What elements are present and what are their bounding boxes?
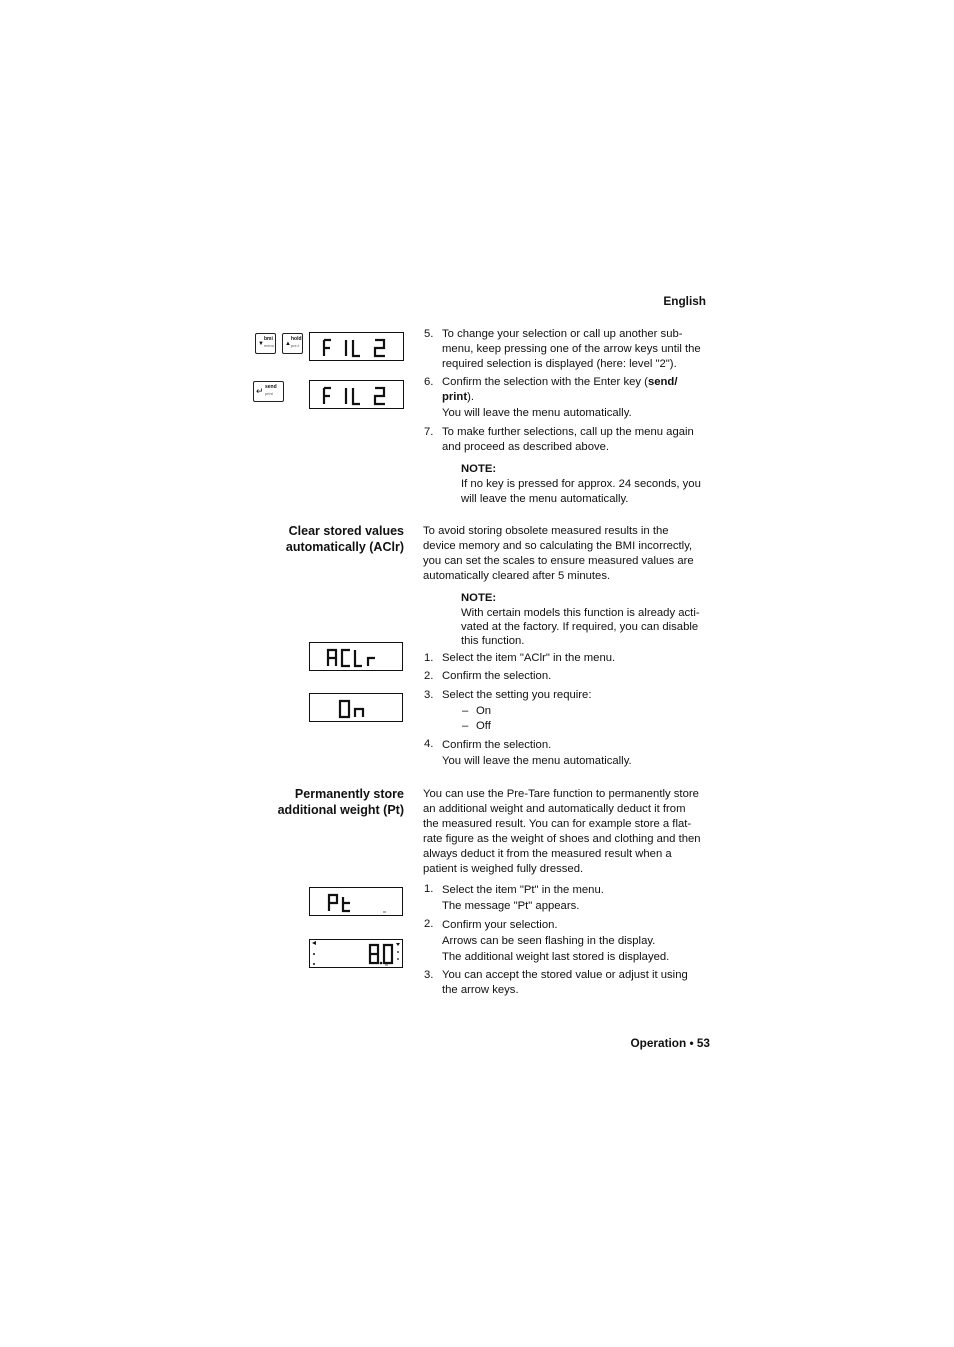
line: this function. <box>461 635 525 647</box>
line: Arrows can be seen flashing in the display. <box>442 935 656 947</box>
aclr-step-1: Select the item "AClr" in the menu. <box>442 652 616 664</box>
pt-step-1 <box>442 882 722 914</box>
line: required selection is displayed (here: level "2"). <box>442 358 677 370</box>
step-number: 2. <box>424 918 434 930</box>
step-number: 5. <box>424 328 434 340</box>
line: and proceed as described above. <box>442 441 610 453</box>
line: always deduct it from the measured result when a <box>423 848 672 860</box>
line: Select the item "Pt" in the menu. <box>442 884 604 896</box>
line: If no key is pressed for approx. 24 seconds, you <box>461 478 701 490</box>
line <box>442 375 722 390</box>
line: You will leave the menu automatically. <box>442 407 632 419</box>
line: the measured result. You can for example store a flat- <box>423 818 692 830</box>
step-number: 4. <box>424 738 434 750</box>
lcd-fil2-segments-icon <box>310 381 405 410</box>
step-6-text <box>442 375 722 421</box>
text: Confirm the selection with the Enter key ( <box>442 376 648 388</box>
line: You can use the Pre-Tare function to permanently store <box>423 788 699 800</box>
note-title: NOTE: <box>461 463 497 475</box>
line: vated at the factory. If required, you can disable <box>461 621 699 633</box>
line: menu, keep pressing one of the arrow keys until the <box>442 343 701 355</box>
aclr-body <box>423 524 718 584</box>
lcd-pt-segments-icon <box>310 888 404 917</box>
line: Confirm the selection. <box>442 739 552 751</box>
lcd-aclr-segments-icon <box>310 643 404 672</box>
lcd-weight-segments-icon <box>310 940 404 969</box>
key-label-top: hold <box>291 336 302 342</box>
aclr-step-2: Confirm the selection. <box>442 670 552 682</box>
pt-step-2 <box>442 917 722 965</box>
line: the arrow keys. <box>442 984 519 996</box>
up-arrow-key-icon <box>282 333 303 354</box>
note-aclr-factory <box>461 591 721 648</box>
aclr-step-3: Select the setting you require: <box>442 689 592 701</box>
line: device memory and so calculating the BMI incorrectly, <box>423 540 693 552</box>
line: automatically cleared after 5 minutes. <box>423 570 611 582</box>
lcd-fil2-segments-icon <box>310 333 405 362</box>
step-number: 2. <box>424 670 434 682</box>
pt-step-3 <box>442 968 722 998</box>
line: The additional weight last stored is displayed. <box>442 951 670 963</box>
lcd-display-fil2-confirmed <box>309 380 404 409</box>
up-arrow-glyph: ▲ <box>285 341 291 347</box>
enter-key-icon <box>253 381 284 402</box>
key-name: send/ <box>647 376 678 388</box>
page-language: English <box>663 294 706 308</box>
option-dash: – <box>462 705 469 717</box>
step-number: 1. <box>424 883 434 895</box>
enter-arrow-glyph: ↵ <box>256 386 264 396</box>
line: patient is weighed fully dressed. <box>423 863 584 875</box>
option-off: Off <box>476 720 491 732</box>
line: To change your selection or call up another sub- <box>442 328 683 340</box>
lcd-display-aclr <box>309 642 403 671</box>
lcd-display-weight <box>309 939 403 968</box>
pt-body <box>423 787 718 877</box>
key-label-bottom: menu <box>264 343 275 348</box>
note-menu-timeout <box>461 462 721 507</box>
lcd-on-segments-icon <box>310 694 404 723</box>
step-number: 6. <box>424 376 434 388</box>
down-arrow-glyph: ▼ <box>258 341 264 347</box>
key-name: print <box>442 391 468 403</box>
heading-line: Permanently store <box>294 787 404 801</box>
section-heading-aclr <box>204 523 404 555</box>
lcd-display-on <box>309 693 403 722</box>
line <box>442 390 722 405</box>
key-label-bottom: pre-t <box>291 343 300 348</box>
line: To make further selections, call up the menu again <box>442 426 694 438</box>
step-7-text <box>442 425 722 455</box>
page-footer: Operation • 53 <box>630 1036 710 1050</box>
key-label-top: bmi <box>264 336 273 342</box>
line: an additional weight and automatically deduct it from <box>423 803 686 815</box>
line: To avoid storing obsolete measured results in the <box>423 525 669 537</box>
line: rate figure as the weight of shoes and clothing and then <box>423 833 701 845</box>
lcd-display-pt <box>309 887 403 916</box>
step-5-text <box>442 327 722 372</box>
step-number: 1. <box>424 652 434 664</box>
heading-line: Clear stored values <box>288 524 404 538</box>
line: will leave the menu automatically. <box>461 493 629 505</box>
line: With certain models this function is already acti- <box>461 607 700 619</box>
lcd-display-fil2 <box>309 332 404 361</box>
option-dash: – <box>462 720 469 732</box>
step-number: 3. <box>424 969 434 981</box>
line: Confirm your selection. <box>442 919 558 931</box>
note-title: NOTE: <box>461 592 497 604</box>
key-label-top: send <box>265 384 277 390</box>
section-heading-pt <box>204 786 404 818</box>
key-label-bottom: print <box>265 391 273 396</box>
down-arrow-key-icon <box>255 333 276 354</box>
step-number: 7. <box>424 426 434 438</box>
step-number: 3. <box>424 689 434 701</box>
line: you can set the scales to ensure measured values are <box>423 555 694 567</box>
heading-line: additional weight (Pt) <box>277 803 404 817</box>
line: You will leave the menu automatically. <box>442 755 632 767</box>
line: You can accept the stored value or adjust it using <box>442 969 688 981</box>
aclr-step-4 <box>442 737 722 769</box>
text: ). <box>467 391 475 403</box>
line: The message "Pt" appears. <box>442 900 580 912</box>
heading-line: automatically (AClr) <box>285 540 404 554</box>
option-on: On <box>476 705 492 717</box>
